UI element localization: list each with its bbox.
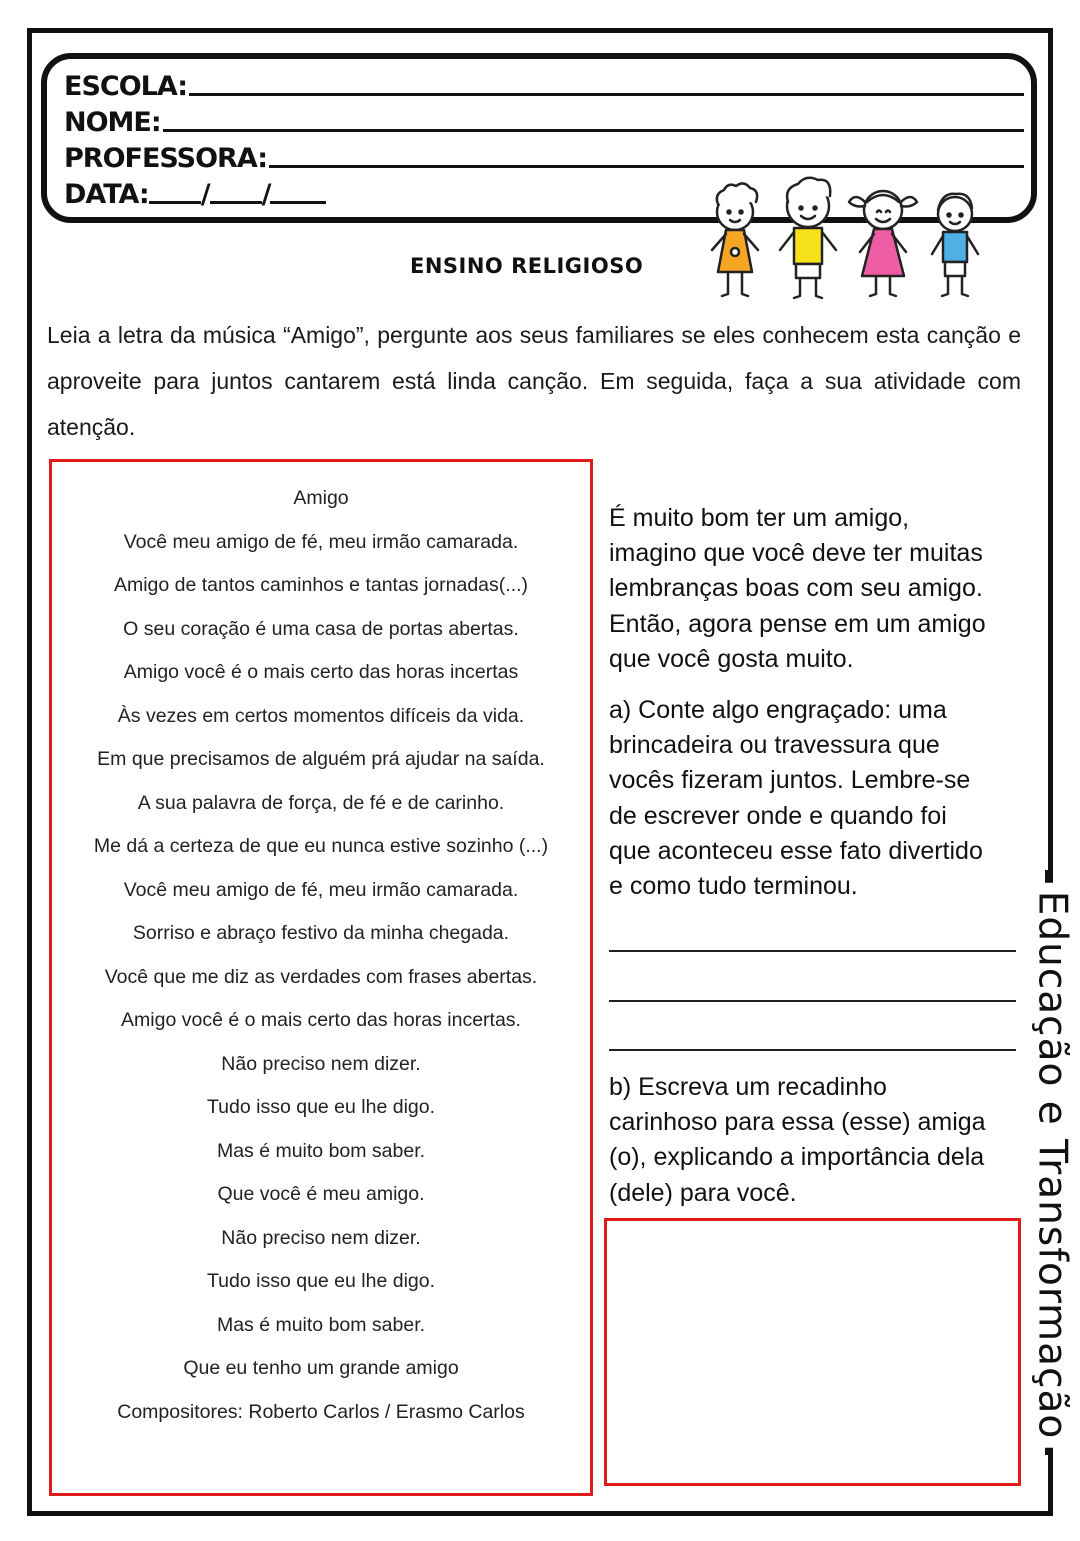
answer-line[interactable] xyxy=(609,1049,1016,1051)
lyric-line: Você meu amigo de fé, meu irmão camarada. xyxy=(123,878,519,901)
teacher-line[interactable] xyxy=(269,165,1024,168)
text-line: brincadeira ou travessura que xyxy=(609,731,940,760)
school-field[interactable] xyxy=(64,68,1024,102)
date-separator: / xyxy=(200,179,210,210)
date-label: DATA: xyxy=(64,179,149,210)
girl-pigtails-icon xyxy=(849,191,917,296)
lyric-line: Não preciso nem dizer. xyxy=(221,1226,421,1249)
song-lyrics xyxy=(52,480,590,1437)
answer-line[interactable] xyxy=(609,1000,1016,1002)
answer-line[interactable] xyxy=(609,950,1016,952)
date-separator: / xyxy=(261,179,271,210)
date-day-line[interactable] xyxy=(149,199,201,204)
instructions-paragraph: Leia a letra da música “Amigo”, pergunte aos seus familiares se eles conhecem esta canção e aproveite para juntos cantarem está linda canção. Em seguida, faça a sua atividade com atenção. xyxy=(47,322,1021,440)
text-line: (o), explicando a importância dela xyxy=(609,1143,985,1172)
lyric-line: Amigo você é o mais certo das horas incertas xyxy=(123,661,519,683)
text-line: que você gosta muito. xyxy=(609,644,854,673)
school-line[interactable] xyxy=(189,93,1024,96)
teacher-field[interactable] xyxy=(64,140,1024,174)
name-line[interactable] xyxy=(163,129,1024,132)
school-label: ESCOLA: xyxy=(64,71,188,102)
text-line: lembranças boas com seu amigo. xyxy=(609,574,983,603)
text-line: e como tudo terminou. xyxy=(609,872,858,901)
name-label: NOME: xyxy=(64,107,161,138)
name-field[interactable] xyxy=(64,104,1024,138)
lyric-line: Não preciso nem dizer. xyxy=(221,1052,421,1075)
song-composers: Compositores: Roberto Carlos / Erasmo Carlos xyxy=(117,1400,525,1423)
text-line: b) Escreva um recadinho xyxy=(609,1073,887,1101)
boy-curly-icon xyxy=(780,178,836,298)
date-year-line[interactable] xyxy=(270,199,326,204)
date-month-line[interactable] xyxy=(210,199,262,204)
text-line: imagino que você deve ter muitas xyxy=(609,539,983,568)
lyric-line: O seu coração é uma casa de portas abertas. xyxy=(123,617,519,640)
text-line: Então, agora pense em um amigo xyxy=(609,609,986,638)
date-field[interactable] xyxy=(64,176,326,210)
lyric-line: Me dá a certeza de que eu nunca estive sozinho (...) xyxy=(93,835,549,857)
lyric-line: Sorriso e abraço festivo da minha chegada. xyxy=(132,922,510,944)
children-illustration xyxy=(700,172,990,307)
text-line: que aconteceu esse fato divertido xyxy=(609,836,983,865)
lyric-line: Você que me diz as verdades com frases abertas. xyxy=(104,965,538,988)
lyric-line: Tudo isso que eu lhe digo. xyxy=(206,1270,436,1292)
lyric-line: A sua palavra de força, de fé e de carinho. xyxy=(137,791,505,814)
lyric-line: Tudo isso que eu lhe digo. xyxy=(206,1096,436,1118)
lyric-line: Que você é meu amigo. xyxy=(217,1183,425,1205)
teacher-label: PROFESSORA: xyxy=(64,143,268,174)
text-line: É muito bom ter um amigo, xyxy=(609,504,910,532)
brand-watermark: Educação e Transformação xyxy=(1030,883,1075,1448)
message-answer-box[interactable] xyxy=(604,1218,1021,1486)
question-b xyxy=(609,1070,1029,1211)
text-line: a) Conte algo engraçado: uma xyxy=(609,696,947,724)
girl-curly-icon xyxy=(712,183,758,296)
lyric-line: Amigo você é o mais certo das horas incertas. xyxy=(121,1009,521,1031)
text-line: de escrever onde e quando foi xyxy=(609,801,947,830)
text-line: carinhoso para essa (esse) amiga xyxy=(609,1108,986,1137)
lyric-line: Mas é muito bom saber. xyxy=(216,1313,426,1336)
text-line: vocês fizeram juntos. Lembre-se xyxy=(609,766,971,795)
song-title: Amigo xyxy=(293,487,349,509)
lyric-line: Às vezes em certos momentos difíceis da vida. xyxy=(117,704,525,727)
lyric-line: Que eu tenho um grande amigo xyxy=(183,1357,459,1379)
activity-intro xyxy=(609,501,1029,677)
boy-icon xyxy=(932,194,978,296)
lyric-line: Amigo de tantos caminhos e tantas jornadas(...) xyxy=(113,574,529,596)
lyric-line: Em que precisamos de alguém prá ajudar na saída. xyxy=(97,748,545,770)
question-a xyxy=(609,693,1029,904)
text-line: (dele) para você. xyxy=(609,1178,797,1207)
lyric-line: Você meu amigo de fé, meu irmão camarada. xyxy=(123,530,519,553)
lyric-line: Mas é muito bom saber. xyxy=(216,1139,426,1162)
subject-title: ENSINO RELIGIOSO xyxy=(410,254,644,278)
